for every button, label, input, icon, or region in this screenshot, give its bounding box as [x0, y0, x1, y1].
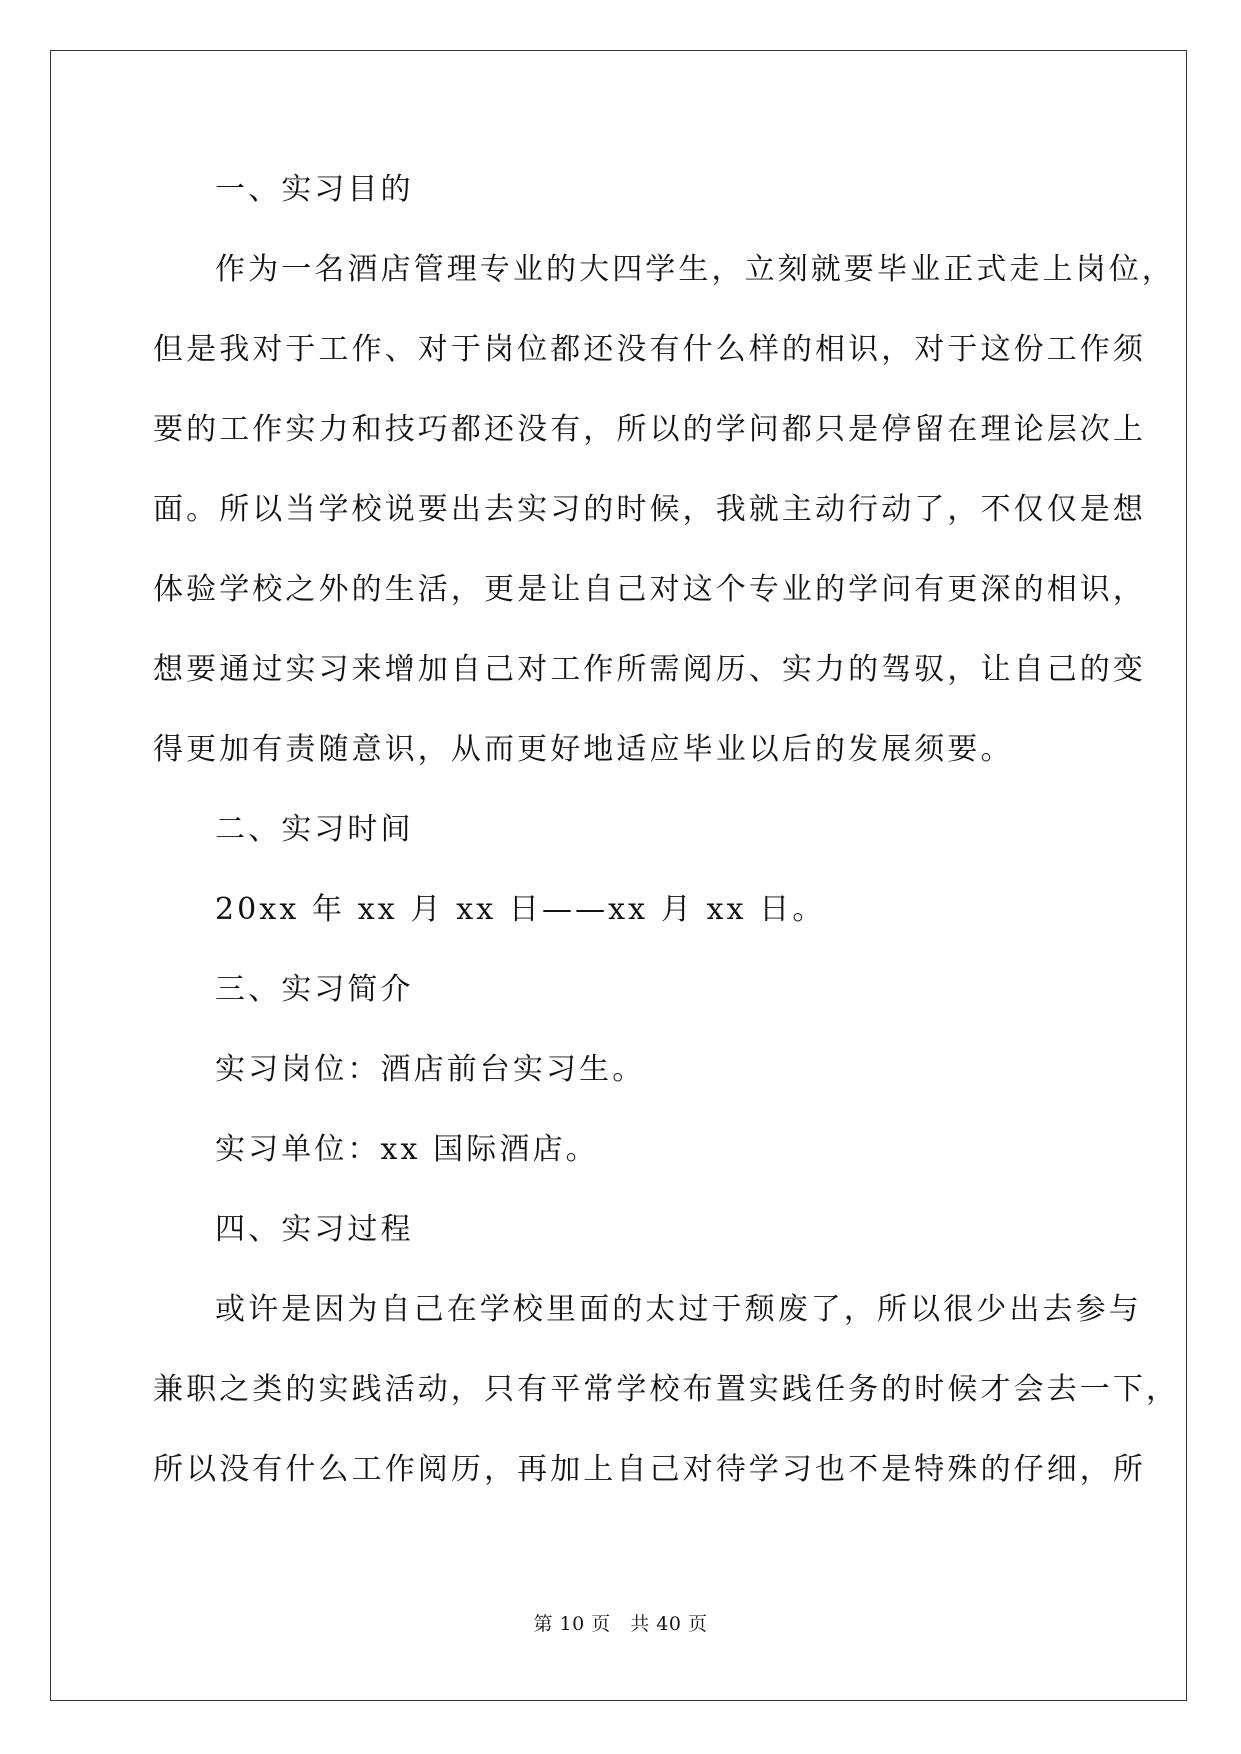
section-heading-intro: 三、实习简介 — [215, 972, 414, 1007]
paragraph-line: 兼职之类的实践活动，只有平常学校布置实践任务的时候才会去一下， — [153, 1372, 1180, 1407]
paragraph-line: 所以没有什么工作阅历，再加上自己对待学习也不是特殊的仔细，所 — [153, 1452, 1146, 1487]
paragraph-line: 但是我对于工作、对于岗位都还没有什么样的相识，对于这份工作须 — [153, 332, 1146, 367]
paragraph-line: 作为一名酒店管理专业的大四学生，立刻就要毕业正式走上岗位， — [215, 252, 1175, 287]
internship-position: 实习岗位：酒店前台实习生。 — [215, 1052, 646, 1087]
paragraph-line: 或许是因为自己在学校里面的太过于颓废了，所以很少出去参与 — [215, 1292, 1142, 1327]
internship-date: 20xx 年 xx 月 xx 日——xx 月 xx 日。 — [215, 892, 826, 927]
paragraph-line: 想要通过实习来增加自己对工作所需阅历、实力的驾驭，让自己的变 — [153, 652, 1146, 687]
paragraph-line: 体验学校之外的生活，更是让自己对这个专业的学问有更深的相识， — [153, 572, 1146, 607]
paragraph-line: 得更加有责随意识，从而更好地适应毕业以后的发展须要。 — [153, 732, 1014, 767]
paragraph-line: 要的工作实力和技巧都还没有，所以的学问都只是停留在理论层次上 — [153, 412, 1146, 447]
section-heading-purpose: 一、实习目的 — [215, 172, 414, 207]
section-heading-process: 四、实习过程 — [215, 1212, 414, 1247]
internship-unit: 实习单位：xx 国际酒店。 — [215, 1132, 599, 1167]
page-number-footer: 第 10 页 共 40 页 — [533, 1613, 708, 1635]
paragraph-line: 面。所以当学校说要出去实习的时候，我就主动行动了，不仅仅是想 — [153, 492, 1146, 527]
section-heading-time: 二、实习时间 — [215, 812, 414, 847]
